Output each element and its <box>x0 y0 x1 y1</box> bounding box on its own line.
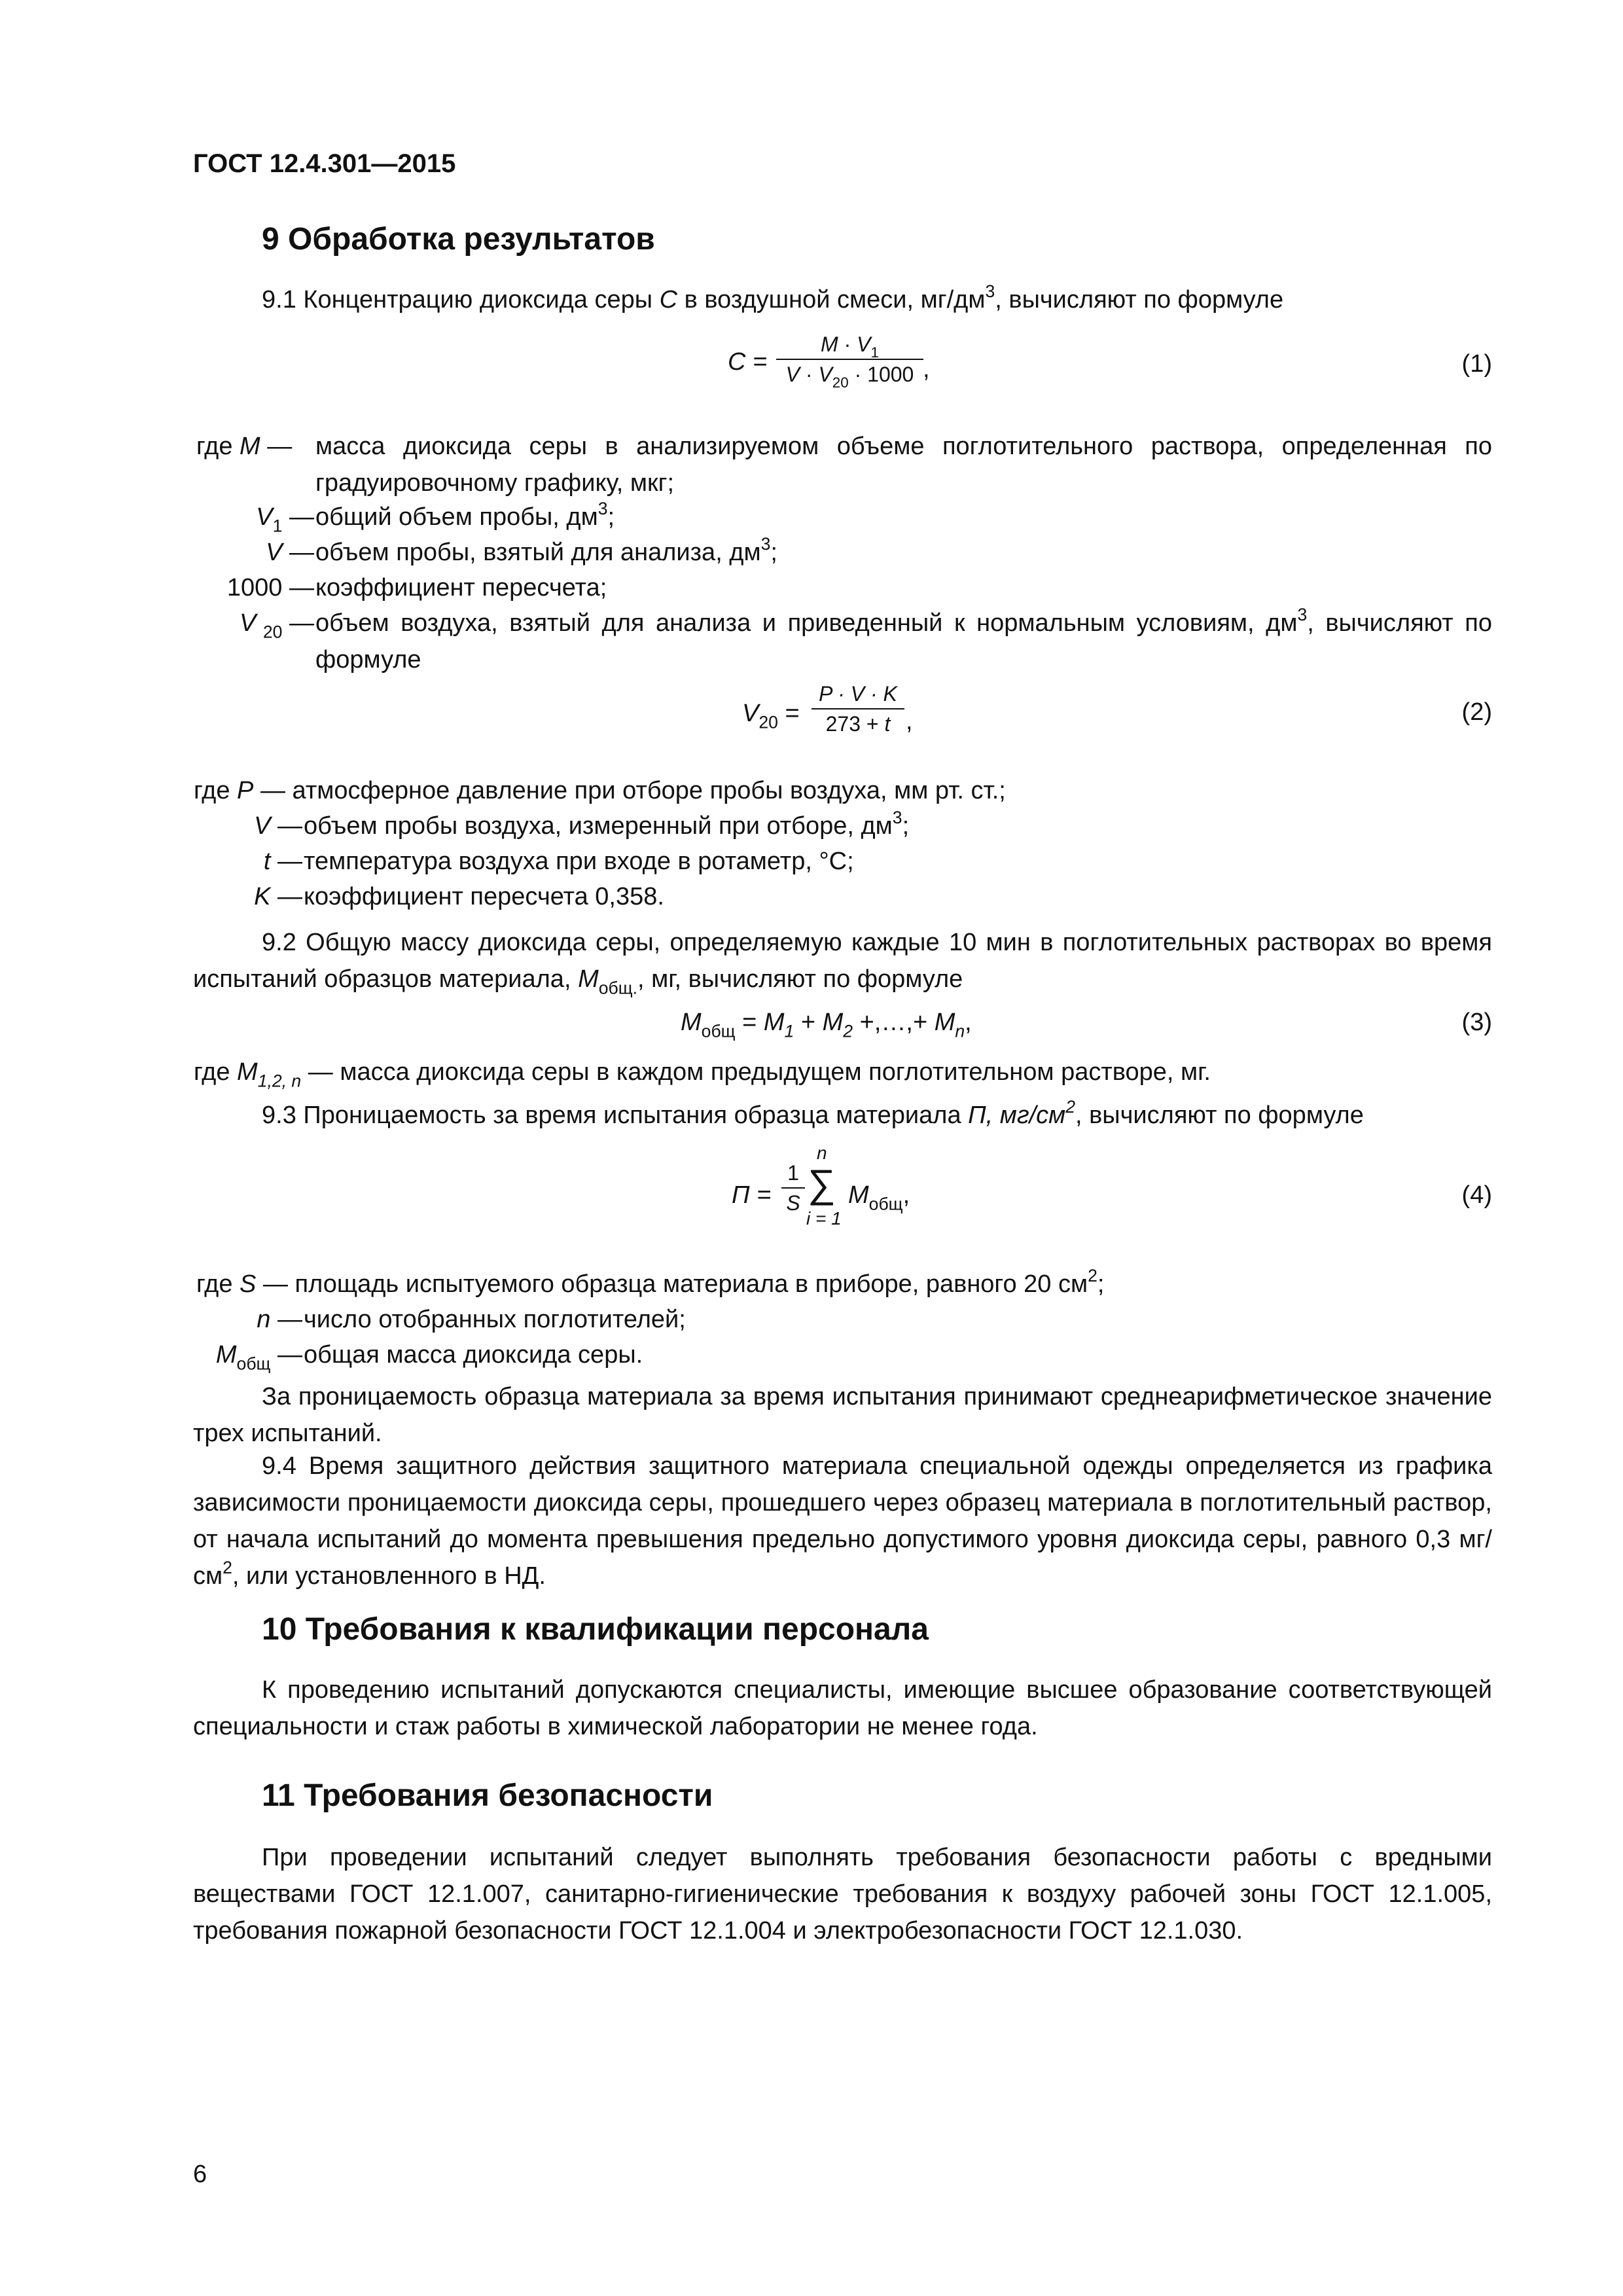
section-9-heading: 9 Обработка результатов <box>262 222 655 257</box>
where-1-1000-text: коэффициент пересчета; <box>315 574 607 601</box>
para-mean: За проницаемость образца материала за время испытания принимают среднеарифметическое значение трех испытаний. <box>193 1383 1492 1447</box>
section-11-heading: 11 Требования безопасности <box>262 1778 713 1813</box>
where-2-K-symbol: K — <box>254 883 302 910</box>
where-3: где $M_{1,2, n}$ — масса диоксида серы в каждом предыдущем поглотительном растворе, мг. <box>194 1058 1211 1091</box>
formula-2-lhs: $V_{20}$ = <box>742 700 800 732</box>
formula-1-comma: , <box>923 355 930 383</box>
equation-number-2: (2) <box>1461 698 1492 726</box>
where-1-V20-symbol: V $_{20}$ — <box>239 609 314 642</box>
para-9-1: 9.1 Концентрацию диоксида серы C в воздушной смеси, $мг/дм^3$, вычисляют по формуле <box>262 281 1284 314</box>
where-1-V-text: объем пробы, взятый для анализа, $дм^3$; <box>315 534 777 566</box>
sigma-symbol: ∑ <box>808 1162 836 1206</box>
where-1-V1-text: общий объем пробы, $дм^3$; <box>315 499 615 531</box>
formula-1-lhs: C = <box>728 348 768 376</box>
where-4-n-text: число отобранных поглотителей; <box>304 1306 686 1333</box>
sum-upper-limit: n <box>817 1143 827 1163</box>
where-4-M-text: общая масса диоксида серы. <box>304 1341 643 1369</box>
formula-2-fraction: P · V · K 273 + t <box>812 681 904 737</box>
where-label-1: где M — <box>196 433 293 460</box>
page-number: 6 <box>193 2161 207 2188</box>
formula-3: $M_{общ} = M_1 + M_2$ +,…,+ $M_n$, <box>681 1009 972 1041</box>
where-1-M-text: масса диоксида серы в анализируемом объеме поглотительного раствора, определенная по градуировочному графику, мкг; <box>315 433 1492 497</box>
where-2-K-text: коэффициент пересчета 0,358. <box>304 883 664 910</box>
where-1-V1-symbol: $V_1$ — <box>256 503 314 536</box>
equation-number-4: (4) <box>1461 1181 1492 1209</box>
where-1-V20-text: объем воздуха, взятый для анализа и приведенный к нормальным условиям, $дм^3$, вычисляют по формуле <box>315 605 1492 673</box>
section-10-heading: 10 Требования к квалификации персонала <box>262 1612 929 1647</box>
para-10: К проведению испытаний допускаются специалисты, имеющие высшее образование соответствующей специальности и стаж работы в химической лаборатории не менее года. <box>193 1676 1492 1740</box>
where-4-S: где S — площадь испытуемого образца материала в приборе, равного 20 $см^2$; <box>196 1266 1105 1298</box>
where-2-P: где P — атмосферное давление при отборе пробы воздуха, мм рт. ст.; <box>194 777 1006 804</box>
para-9-4: 9.4 Время защитного действия защитного материала специальной одежды определяется из графика зависимости проницаемости диоксида серы, прошедшего через образец материала в поглотительный раствор, от начала испытаний до момента превышения предельно допустимого уровня диоксида серы, равного 0,3 $мг/см^2$, или установленного в НД. <box>193 1452 1492 1590</box>
where-1-V-symbol: V — <box>266 539 314 566</box>
where-4-M-symbol: $M_{общ}$ — <box>215 1341 302 1374</box>
equation-number-3: (3) <box>1461 1009 1492 1036</box>
sum-lower-limit: i = 1 <box>806 1208 842 1229</box>
where-2-V-symbol: V — <box>254 812 302 840</box>
formula-2-comma: , <box>906 708 913 735</box>
para-9-2: 9.2 Общую массу диоксида серы, определяемую каждые 10 мин в поглотительных растворах во время испытаний образцов материала, $M_{общ.}$, мг, вычисляют по формуле <box>193 929 1492 998</box>
formula-4-M: $M_{общ}$, <box>848 1181 910 1214</box>
para-11: При проведении испытаний следует выполнять требования безопасности работы с вредными веществами ГОСТ 12.1.007, санитарно-гигиенические требования к воздуху рабочей зоны ГОСТ 12.1.005, требования пожарной безопасности ГОСТ 12.1.004 и электробезопасности ГОСТ 12.1.030. <box>193 1844 1492 1945</box>
where-2-V-text: объем пробы воздуха, измеренный при отборе, $дм^3$; <box>304 808 910 840</box>
where-2-t-text: температура воздуха при входе в ротаметр, °C; <box>304 848 854 875</box>
where-1-1000-symbol: 1000 — <box>226 574 314 601</box>
document-code: ГОСТ 12.4.301—2015 <box>193 149 456 178</box>
formula-4-lhs: П = <box>732 1181 772 1209</box>
where-2-t-symbol: t — <box>263 848 302 875</box>
formula-4-fraction: 1 S <box>781 1160 805 1216</box>
formula-1-fraction: $M \cdot V_1$ $V \cdot V_{20} \cdot 1000$ <box>776 331 923 387</box>
where-4-n-symbol: n — <box>257 1306 302 1333</box>
equation-number-1: (1) <box>1461 350 1492 378</box>
para-9-3: 9.3 Проницаемость за время испытания образца материала П, $мг/см^2$, вычисляют по формуле <box>262 1097 1364 1129</box>
